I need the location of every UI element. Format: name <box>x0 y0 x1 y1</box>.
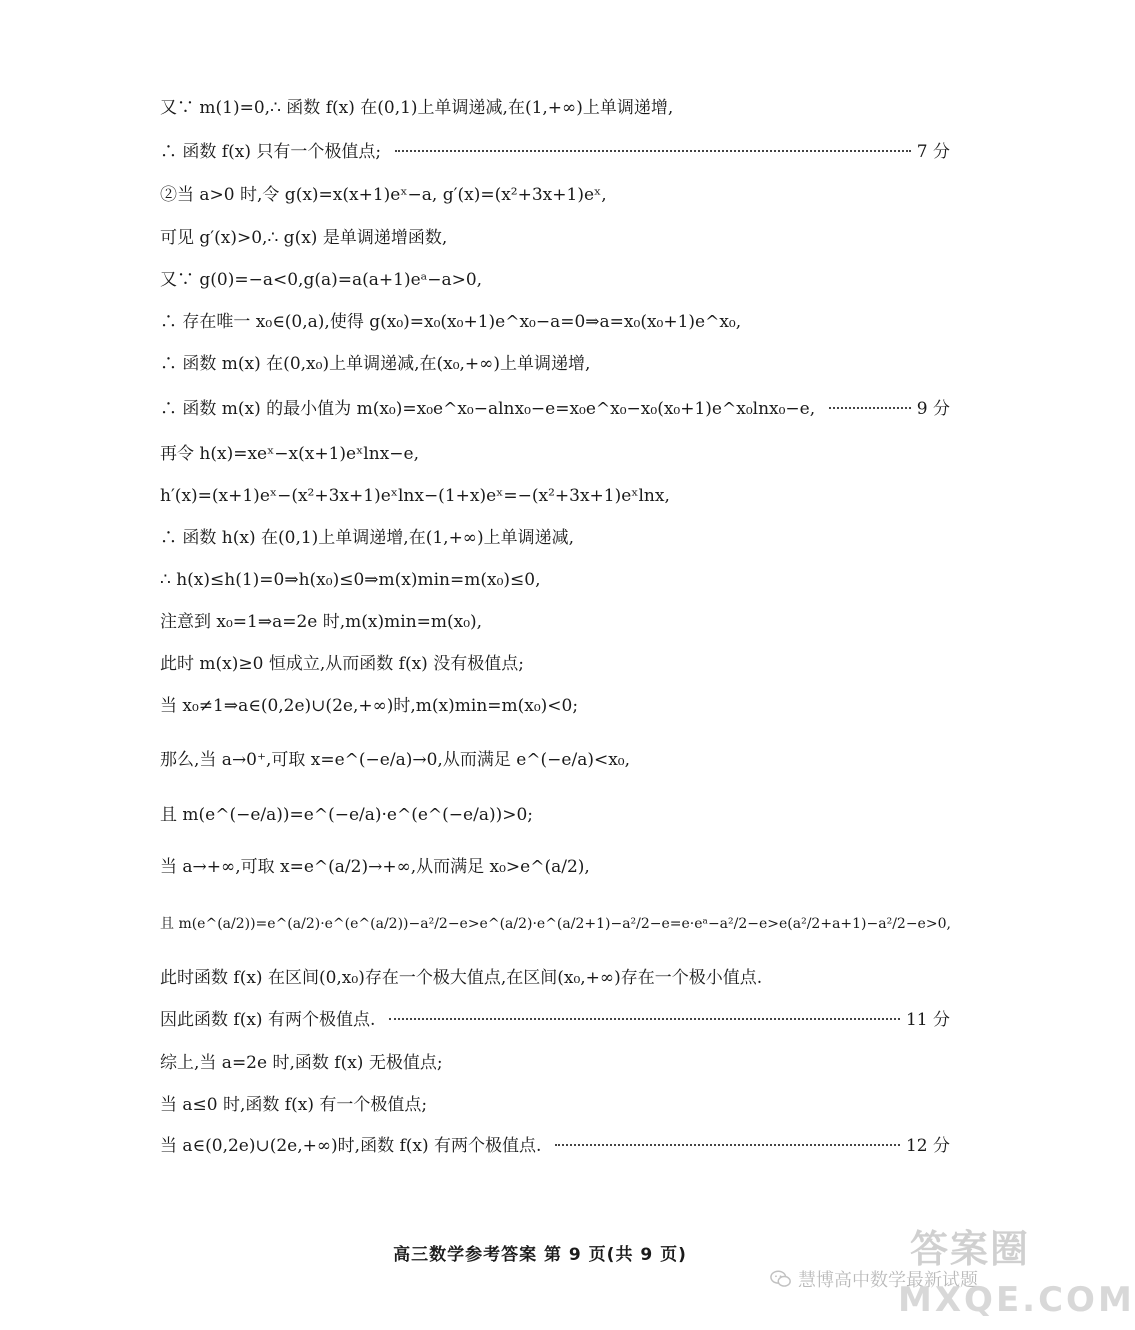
watermark-logo: 答案圈 <box>910 1227 1031 1271</box>
score-label: 7 分 <box>916 142 950 162</box>
line-text: 可见 g′(x)>0,∴ g(x) 是单调递增函数, <box>160 228 448 248</box>
line-text: 那么,当 a→0⁺,可取 x=e^(−e/a)→0,从而满足 e^(−e/a)<x₀, <box>160 750 631 770</box>
solution-line-22 <box>160 1051 950 1075</box>
line-text: 且 m(e^(−e/a))=e^(−e/a)·e^(e^(−e/a))>0; <box>160 805 534 825</box>
solution-line-8 <box>160 397 950 421</box>
line-text: 当 a→+∞,可取 x=e^(a/2)→+∞,从而满足 x₀>e^(a/2), <box>160 857 590 877</box>
watermark-account-name: 慧博高中数学最新试题 <box>798 1270 978 1291</box>
solution-line-6 <box>160 310 950 334</box>
solution-line-11 <box>160 526 950 550</box>
line-text: 当 a≤0 时,函数 f(x) 有一个极值点; <box>160 1095 428 1115</box>
solution-line-18 <box>160 855 950 879</box>
line-text: h′(x)=(x+1)eˣ−(x²+3x+1)eˣlnx−(1+x)eˣ=−(x²+3x+1)eˣlnx, <box>160 486 670 506</box>
line-text: 此时 m(x)≥0 恒成立,从而函数 f(x) 没有极值点; <box>160 654 524 674</box>
solution-line-19 <box>160 912 950 936</box>
score-label: 11 分 <box>905 1010 950 1030</box>
solution-line-2 <box>160 140 950 164</box>
line-text: 又∵ g(0)=−a<0,g(a)=a(a+1)eᵃ−a>0, <box>160 270 483 290</box>
line-text: ∴ h(x)≤h(1)=0⇒h(x₀)≤0⇒m(x)min=m(x₀)≤0, <box>160 570 541 590</box>
wechat-icon <box>770 1268 792 1290</box>
score-label: 12 分 <box>905 1136 950 1156</box>
watermark-site: MXQE.COM <box>898 1280 1135 1320</box>
leader-dots <box>829 407 911 409</box>
solution-line-14 <box>160 652 950 676</box>
solution-line-4 <box>160 226 950 250</box>
solution-line-10 <box>160 484 950 508</box>
solution-line-9 <box>160 442 950 466</box>
line-text: 再令 h(x)=xeˣ−x(x+1)eˣlnx−e, <box>160 444 419 464</box>
solution-line-17 <box>160 803 950 827</box>
solution-line-12 <box>160 568 950 592</box>
line-text: ∴ 函数 h(x) 在(0,1)上单调递增,在(1,+∞)上单调递减, <box>160 528 575 548</box>
solution-line-7 <box>160 352 950 376</box>
line-text: 又∵ m(1)=0,∴ 函数 f(x) 在(0,1)上单调递减,在(1,+∞)上单调递增, <box>160 98 674 118</box>
page-footer: 高三数学参考答案 第 9 页(共 9 页) <box>393 1245 687 1265</box>
leader-dots <box>395 150 911 152</box>
solution-line-13 <box>160 610 950 634</box>
line-text: ∴ 函数 f(x) 只有一个极值点; <box>160 142 382 162</box>
watermark <box>770 1218 1135 1323</box>
solution-line-21 <box>160 1008 950 1032</box>
solution-line-23 <box>160 1093 950 1117</box>
solution-line-3 <box>160 183 950 207</box>
solution-line-5 <box>160 268 950 292</box>
score-label: 9 分 <box>916 399 950 419</box>
line-text: 综上,当 a=2e 时,函数 f(x) 无极值点; <box>160 1053 443 1073</box>
leader-dots <box>555 1144 900 1146</box>
solution-line-24 <box>160 1134 950 1158</box>
line-text: 因此函数 f(x) 有两个极值点. <box>160 1010 376 1030</box>
line-text: ∴ 函数 m(x) 的最小值为 m(x₀)=x₀e^x₀−alnx₀−e=x₀e^x₀−x₀(x₀+1)e^x₀lnx₀−e, <box>160 399 816 419</box>
line-text: ②当 a>0 时,令 g(x)=x(x+1)eˣ−a, g′(x)=(x²+3x+1)eˣ, <box>160 185 607 205</box>
line-text: ∴ 存在唯一 x₀∈(0,a),使得 g(x₀)=x₀(x₀+1)e^x₀−a=0⇒a=x₀(x₀+1)e^x₀, <box>160 312 742 332</box>
solution-line-20 <box>160 966 950 990</box>
line-text: 当 a∈(0,2e)∪(2e,+∞)时,函数 f(x) 有两个极值点. <box>160 1136 542 1156</box>
line-text: ∴ 函数 m(x) 在(0,x₀)上单调递减,在(x₀,+∞)上单调递增, <box>160 354 591 374</box>
solution-line-15 <box>160 694 950 718</box>
leader-dots <box>389 1018 900 1020</box>
line-text: 注意到 x₀=1⇒a=2e 时,m(x)min=m(x₀), <box>160 612 483 632</box>
solution-line-16 <box>160 748 950 772</box>
solution-line-1 <box>160 96 950 120</box>
line-text: 此时函数 f(x) 在区间(0,x₀)存在一个极大值点,在区间(x₀,+∞)存在一个极小值点. <box>160 968 763 988</box>
line-text: 且 m(e^(a/2))=e^(a/2)·e^(e^(a/2))−a²/2−e>e^(a/2)·e^(a/2+1)−a²/2−e=e·eᵃ−a²/2−e>e(a²/2+a+1)−a²/2−e>0, <box>160 916 951 932</box>
line-text: 当 x₀≠1⇒a∈(0,2e)∪(2e,+∞)时,m(x)min=m(x₀)<0; <box>160 696 579 716</box>
